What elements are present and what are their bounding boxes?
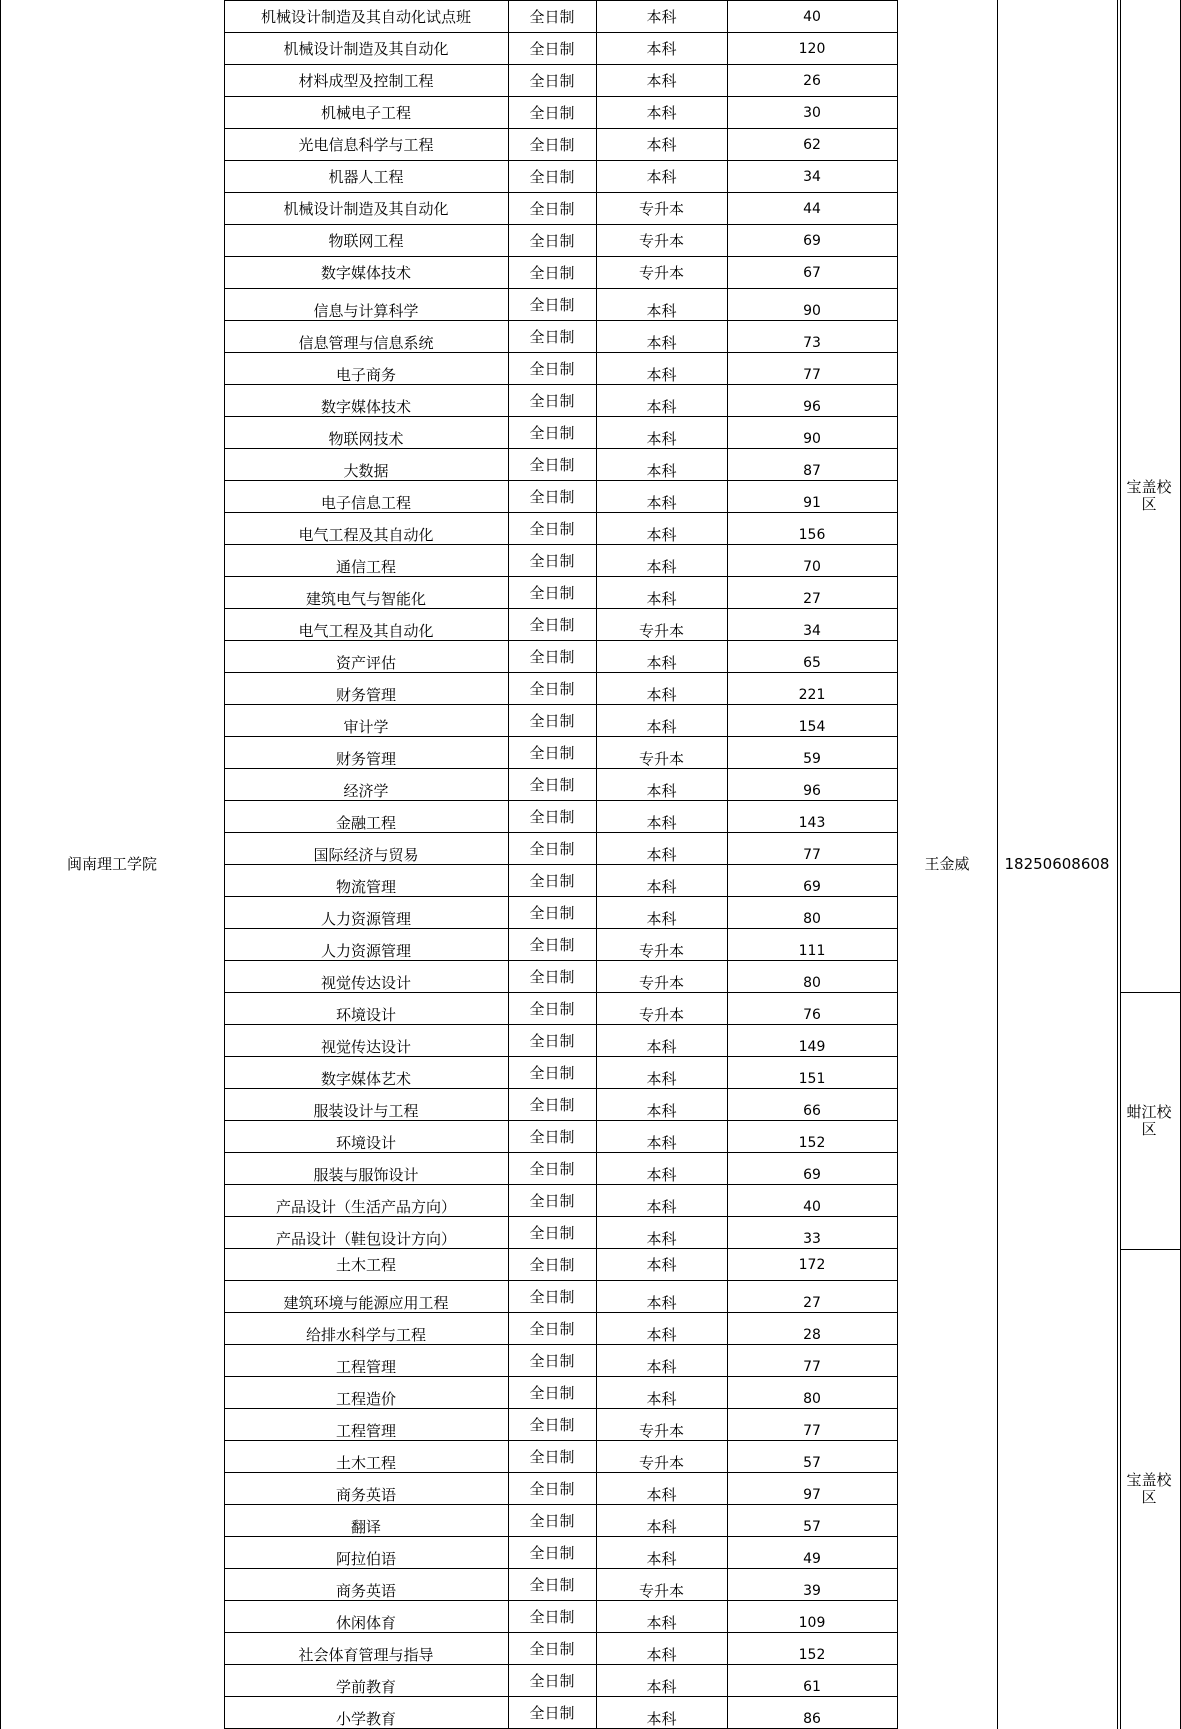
major-cell: 财务管理	[335, 750, 396, 768]
major-cell: 给排水科学与工程	[305, 1326, 426, 1344]
degree-level-cell: 本科	[646, 494, 677, 512]
column-divider	[1117, 0, 1118, 1729]
enrollment-count-cell: 73	[803, 335, 821, 351]
enrollment-count-cell: 27	[803, 1295, 821, 1311]
degree-level-cell: 本科	[646, 1134, 677, 1152]
enrollment-count-cell: 59	[803, 751, 821, 767]
study-mode-cell: 全日制	[529, 999, 575, 1018]
degree-level-cell: 本科	[646, 846, 677, 864]
enrollment-count-cell: 34	[803, 623, 821, 639]
major-cell: 数字媒体技术	[320, 263, 411, 282]
study-mode-cell: 全日制	[529, 1223, 575, 1242]
row-divider	[224, 128, 897, 129]
study-mode-cell: 全日制	[529, 967, 575, 986]
row-divider	[224, 736, 897, 737]
enrollment-count-cell: 91	[803, 495, 821, 511]
enrollment-count-cell: 221	[798, 687, 826, 703]
major-cell: 通信工程	[335, 558, 396, 576]
major-cell: 人力资源管理	[320, 910, 411, 928]
enrollment-count-cell: 69	[803, 1167, 821, 1183]
row-divider	[224, 960, 897, 961]
degree-level-cell: 本科	[646, 814, 677, 832]
column-divider	[224, 0, 225, 1729]
study-mode-cell: 全日制	[529, 231, 575, 250]
degree-level-cell: 专升本	[638, 263, 684, 282]
contact-person-cell: 王金威	[924, 855, 970, 873]
major-cell: 数字媒体技术	[320, 398, 411, 416]
enrollment-count-cell: 70	[803, 559, 821, 575]
degree-level-cell: 本科	[646, 1326, 677, 1344]
enrollment-count-cell: 87	[803, 463, 821, 479]
study-mode-cell: 全日制	[529, 1479, 575, 1498]
study-mode-cell: 全日制	[529, 807, 575, 826]
study-mode-cell: 全日制	[529, 1543, 575, 1562]
row-divider	[224, 1408, 897, 1409]
degree-level-cell: 专升本	[638, 1582, 684, 1600]
enrollment-count-cell: 156	[798, 527, 826, 543]
major-cell: 机械设计制造及其自动化试点班	[260, 7, 471, 26]
row-divider	[224, 192, 897, 193]
study-mode-cell: 全日制	[529, 1671, 575, 1690]
study-mode-cell: 全日制	[529, 1063, 575, 1082]
degree-level-cell: 本科	[646, 1255, 677, 1274]
row-divider	[224, 800, 897, 801]
degree-level-cell: 本科	[646, 686, 677, 704]
enrollment-count-cell: 109	[798, 1615, 826, 1631]
major-cell: 数字媒体艺术	[320, 1070, 411, 1088]
study-mode-cell: 全日制	[529, 359, 575, 378]
enrollment-count-cell: 96	[803, 399, 821, 415]
degree-level-cell: 本科	[646, 782, 677, 800]
row-divider	[224, 1472, 897, 1473]
study-mode-cell: 全日制	[529, 423, 575, 442]
major-cell: 小学教育	[335, 1710, 396, 1728]
study-mode-cell: 全日制	[529, 1255, 575, 1274]
enrollment-count-cell: 26	[803, 72, 821, 89]
row-divider	[224, 160, 897, 161]
row-divider	[224, 1504, 897, 1505]
row-divider	[224, 640, 897, 641]
major-cell: 商务英语	[335, 1486, 396, 1504]
row-divider	[224, 320, 897, 321]
major-cell: 学前教育	[335, 1678, 396, 1696]
degree-level-cell: 本科	[646, 1678, 677, 1696]
enrollment-count-cell: 57	[803, 1455, 821, 1471]
study-mode-cell: 全日制	[529, 711, 575, 730]
row-divider	[224, 1280, 897, 1281]
enrollment-count-cell: 40	[803, 1199, 821, 1215]
degree-level-cell: 本科	[646, 430, 677, 448]
major-cell: 环境设计	[335, 1006, 396, 1024]
study-mode-cell: 全日制	[529, 1703, 575, 1722]
major-cell: 国际经济与贸易	[313, 846, 419, 864]
row-divider	[1120, 1249, 1181, 1250]
row-divider	[1120, 992, 1181, 993]
major-cell: 电气工程及其自动化	[298, 622, 434, 640]
enrollment-count-cell: 80	[803, 975, 821, 991]
study-mode-cell: 全日制	[529, 135, 575, 154]
degree-level-cell: 本科	[646, 398, 677, 416]
study-mode-cell: 全日制	[529, 679, 575, 698]
row-divider	[224, 928, 897, 929]
degree-level-cell: 本科	[646, 1166, 677, 1184]
study-mode-cell: 全日制	[529, 167, 575, 186]
row-divider	[224, 1152, 897, 1153]
enrollment-count-cell: 30	[803, 104, 821, 121]
enrollment-count-cell: 80	[803, 1391, 821, 1407]
major-cell: 环境设计	[335, 1134, 396, 1152]
study-mode-cell: 全日制	[529, 935, 575, 954]
major-cell: 材料成型及控制工程	[298, 71, 434, 90]
major-cell: 土木工程	[335, 1255, 396, 1274]
row-divider	[224, 1664, 897, 1665]
study-mode-cell: 全日制	[529, 1607, 575, 1626]
enrollment-count-cell: 152	[798, 1135, 826, 1151]
column-divider	[0, 0, 1, 1729]
campus-cell: 蚶江校区	[1126, 1102, 1172, 1138]
study-mode-cell: 全日制	[529, 1511, 575, 1530]
study-mode-cell: 全日制	[529, 871, 575, 890]
row-divider	[224, 704, 897, 705]
major-cell: 大数据	[343, 462, 389, 480]
major-cell: 资产评估	[335, 654, 396, 672]
row-divider	[224, 1600, 897, 1601]
study-mode-cell: 全日制	[529, 1095, 575, 1114]
major-cell: 服装与服饰设计	[313, 1166, 419, 1184]
enrollment-count-cell: 77	[803, 1423, 821, 1439]
major-cell: 服装设计与工程	[313, 1102, 419, 1120]
enrollment-count-cell: 143	[798, 815, 826, 831]
degree-level-cell: 本科	[646, 1038, 677, 1056]
study-mode-cell: 全日制	[529, 487, 575, 506]
degree-level-cell: 本科	[646, 39, 677, 58]
enrollment-count-cell: 90	[803, 303, 821, 319]
degree-level-cell: 本科	[646, 462, 677, 480]
row-divider	[224, 288, 897, 289]
degree-level-cell: 本科	[646, 103, 677, 122]
degree-level-cell: 本科	[646, 718, 677, 736]
enrollment-count-cell: 62	[803, 136, 821, 153]
row-divider	[224, 256, 897, 257]
study-mode-cell: 全日制	[529, 1159, 575, 1178]
degree-level-cell: 本科	[646, 1070, 677, 1088]
row-divider	[224, 416, 897, 417]
enrollment-count-cell: 33	[803, 1231, 821, 1247]
study-mode-cell: 全日制	[529, 295, 575, 314]
enrollment-count-cell: 149	[798, 1039, 826, 1055]
enrollment-count-cell: 34	[803, 168, 821, 185]
study-mode-cell: 全日制	[529, 71, 575, 90]
major-cell: 机械电子工程	[320, 103, 411, 122]
column-divider	[727, 0, 728, 1729]
major-cell: 信息与计算科学	[313, 302, 419, 320]
enrollment-count-cell: 97	[803, 1487, 821, 1503]
study-mode-cell: 全日制	[529, 583, 575, 602]
degree-level-cell: 专升本	[638, 199, 684, 218]
major-cell: 建筑电气与智能化	[305, 590, 426, 608]
study-mode-cell: 全日制	[529, 647, 575, 666]
row-divider	[224, 1056, 897, 1057]
degree-level-cell: 本科	[646, 558, 677, 576]
major-cell: 审计学	[343, 718, 389, 736]
enrollment-count-cell: 77	[803, 1359, 821, 1375]
column-divider	[897, 0, 898, 1729]
row-divider	[224, 768, 897, 769]
enrollment-count-cell: 57	[803, 1519, 821, 1535]
degree-level-cell: 本科	[646, 1614, 677, 1632]
major-cell: 土木工程	[335, 1454, 396, 1472]
column-divider	[596, 0, 597, 1729]
enrollment-count-cell: 67	[803, 264, 821, 281]
study-mode-cell: 全日制	[529, 743, 575, 762]
degree-level-cell: 专升本	[638, 1454, 684, 1472]
degree-level-cell: 本科	[646, 1198, 677, 1216]
degree-level-cell: 本科	[646, 910, 677, 928]
degree-level-cell: 专升本	[638, 750, 684, 768]
row-divider	[224, 1696, 897, 1697]
degree-level-cell: 本科	[646, 1710, 677, 1728]
major-cell: 电子商务	[335, 366, 396, 384]
study-mode-cell: 全日制	[529, 455, 575, 474]
degree-level-cell: 本科	[646, 1518, 677, 1536]
degree-level-cell: 专升本	[638, 231, 684, 250]
degree-level-cell: 本科	[646, 1646, 677, 1664]
row-divider	[224, 1120, 897, 1121]
study-mode-cell: 全日制	[529, 1127, 575, 1146]
major-cell: 翻译	[350, 1518, 381, 1536]
enrollment-count-cell: 96	[803, 783, 821, 799]
degree-level-cell: 本科	[646, 1358, 677, 1376]
study-mode-cell: 全日制	[529, 775, 575, 794]
study-mode-cell: 全日制	[529, 39, 575, 58]
study-mode-cell: 全日制	[529, 327, 575, 346]
row-divider	[224, 32, 897, 33]
enrollment-count-cell: 65	[803, 655, 821, 671]
major-cell: 工程管理	[335, 1358, 396, 1376]
row-divider	[224, 864, 897, 865]
degree-level-cell: 本科	[646, 1294, 677, 1312]
major-cell: 物联网工程	[328, 231, 404, 250]
row-divider	[224, 1024, 897, 1025]
row-divider	[224, 832, 897, 833]
major-cell: 物联网技术	[328, 430, 404, 448]
major-cell: 阿拉伯语	[335, 1550, 396, 1568]
degree-level-cell: 本科	[646, 1230, 677, 1248]
study-mode-cell: 全日制	[529, 551, 575, 570]
major-cell: 产品设计（生活产品方向）	[275, 1198, 456, 1216]
major-cell: 人力资源管理	[320, 942, 411, 960]
degree-level-cell: 本科	[646, 590, 677, 608]
major-cell: 建筑环境与能源应用工程	[283, 1294, 449, 1312]
row-divider	[224, 0, 897, 1]
enrollment-count-cell: 61	[803, 1679, 821, 1695]
row-divider	[224, 544, 897, 545]
major-cell: 电气工程及其自动化	[298, 526, 434, 544]
degree-level-cell: 专升本	[638, 942, 684, 960]
column-divider	[997, 0, 998, 1729]
campus-cell: 宝盖校区	[1126, 1471, 1172, 1506]
enrollment-count-cell: 154	[798, 719, 826, 735]
study-mode-cell: 全日制	[529, 1383, 575, 1402]
enrollment-count-cell: 69	[803, 232, 821, 249]
row-divider	[224, 992, 897, 993]
column-divider	[1120, 0, 1121, 1729]
enrollment-count-cell: 90	[803, 431, 821, 447]
major-cell: 社会体育管理与指导	[298, 1646, 434, 1664]
study-mode-cell: 全日制	[529, 1191, 575, 1210]
row-divider	[224, 448, 897, 449]
degree-level-cell: 专升本	[638, 1006, 684, 1024]
row-divider	[224, 1312, 897, 1313]
enrollment-count-cell: 44	[803, 200, 821, 217]
study-mode-cell: 全日制	[529, 1415, 575, 1434]
major-cell: 商务英语	[335, 1582, 396, 1600]
row-divider	[224, 896, 897, 897]
enrollment-count-cell: 69	[803, 879, 821, 895]
enrollment-count-cell: 40	[803, 8, 821, 25]
major-cell: 休闲体育	[335, 1614, 396, 1632]
row-divider	[224, 1568, 897, 1569]
major-cell: 机械设计制造及其自动化	[283, 199, 449, 218]
degree-level-cell: 本科	[646, 526, 677, 544]
major-cell: 信息管理与信息系统	[298, 334, 434, 352]
enrollment-count-cell: 77	[803, 367, 821, 383]
major-cell: 产品设计（鞋包设计方向）	[275, 1230, 456, 1248]
row-divider	[224, 480, 897, 481]
study-mode-cell: 全日制	[529, 103, 575, 122]
enrollment-count-cell: 77	[803, 847, 821, 863]
study-mode-cell: 全日制	[529, 391, 575, 410]
degree-level-cell: 本科	[646, 1102, 677, 1120]
major-cell: 光电信息科学与工程	[298, 135, 434, 154]
degree-level-cell: 本科	[646, 135, 677, 154]
study-mode-cell: 全日制	[529, 199, 575, 218]
study-mode-cell: 全日制	[529, 1319, 575, 1338]
row-divider	[224, 64, 897, 65]
degree-level-cell: 本科	[646, 71, 677, 90]
row-divider	[224, 512, 897, 513]
major-cell: 财务管理	[335, 686, 396, 704]
degree-level-cell: 本科	[646, 1550, 677, 1568]
row-divider	[224, 96, 897, 97]
row-divider	[224, 672, 897, 673]
row-divider	[224, 384, 897, 385]
enrollment-count-cell: 151	[798, 1071, 826, 1087]
study-mode-cell: 全日制	[529, 1639, 575, 1658]
degree-level-cell: 本科	[646, 167, 677, 186]
row-divider	[224, 224, 897, 225]
degree-level-cell: 专升本	[638, 1422, 684, 1440]
school-name-cell: 闽南理工学院	[66, 855, 157, 873]
major-cell: 电子信息工程	[320, 494, 411, 512]
study-mode-cell: 全日制	[529, 263, 575, 282]
study-mode-cell: 全日制	[529, 1447, 575, 1466]
contact-phone-cell: 18250608608	[1004, 855, 1110, 873]
major-cell: 机械设计制造及其自动化	[283, 39, 449, 58]
study-mode-cell: 全日制	[529, 839, 575, 858]
row-divider	[224, 1632, 897, 1633]
degree-level-cell: 本科	[646, 878, 677, 896]
enrollment-count-cell: 27	[803, 591, 821, 607]
degree-level-cell: 专升本	[638, 622, 684, 640]
row-divider	[224, 1536, 897, 1537]
study-mode-cell: 全日制	[529, 519, 575, 538]
study-mode-cell: 全日制	[529, 7, 575, 26]
row-divider	[224, 608, 897, 609]
study-mode-cell: 全日制	[529, 615, 575, 634]
row-divider	[224, 1440, 897, 1441]
study-mode-cell: 全日制	[529, 1351, 575, 1370]
study-mode-cell: 全日制	[529, 903, 575, 922]
enrollment-count-cell: 76	[803, 1007, 821, 1023]
major-cell: 工程管理	[335, 1422, 396, 1440]
study-mode-cell: 全日制	[529, 1031, 575, 1050]
major-cell: 金融工程	[335, 814, 396, 832]
enrollment-count-cell: 172	[798, 1256, 826, 1273]
degree-level-cell: 本科	[646, 366, 677, 384]
row-divider	[224, 352, 897, 353]
row-divider	[224, 1184, 897, 1185]
row-divider	[224, 1344, 897, 1345]
major-cell: 工程造价	[335, 1390, 396, 1408]
major-cell: 视觉传达设计	[320, 1038, 411, 1056]
degree-level-cell: 本科	[646, 1390, 677, 1408]
column-divider	[508, 0, 509, 1729]
degree-level-cell: 本科	[646, 7, 677, 26]
study-mode-cell: 全日制	[529, 1287, 575, 1306]
enrollment-count-cell: 86	[803, 1711, 821, 1727]
enrollment-count-cell: 66	[803, 1103, 821, 1119]
row-divider	[224, 1248, 897, 1249]
major-cell: 经济学	[343, 782, 389, 800]
row-divider	[224, 1216, 897, 1217]
enrollment-count-cell: 120	[798, 40, 826, 57]
degree-level-cell: 本科	[646, 1486, 677, 1504]
enrollment-count-cell: 39	[803, 1583, 821, 1599]
enrollment-count-cell: 80	[803, 911, 821, 927]
degree-level-cell: 专升本	[638, 974, 684, 992]
major-cell: 机器人工程	[328, 167, 404, 186]
enrollment-count-cell: 111	[798, 943, 826, 959]
major-cell: 物流管理	[335, 878, 396, 896]
major-cell: 视觉传达设计	[320, 974, 411, 992]
campus-cell: 宝盖校区	[1126, 478, 1172, 513]
study-mode-cell: 全日制	[529, 1575, 575, 1594]
row-divider	[224, 1088, 897, 1089]
degree-level-cell: 本科	[646, 654, 677, 672]
row-divider	[224, 576, 897, 577]
enrollment-count-cell: 152	[798, 1647, 826, 1663]
enrollment-count-cell: 28	[803, 1327, 821, 1343]
row-divider	[224, 1376, 897, 1377]
degree-level-cell: 本科	[646, 302, 677, 320]
degree-level-cell: 本科	[646, 334, 677, 352]
enrollment-count-cell: 49	[803, 1551, 821, 1567]
